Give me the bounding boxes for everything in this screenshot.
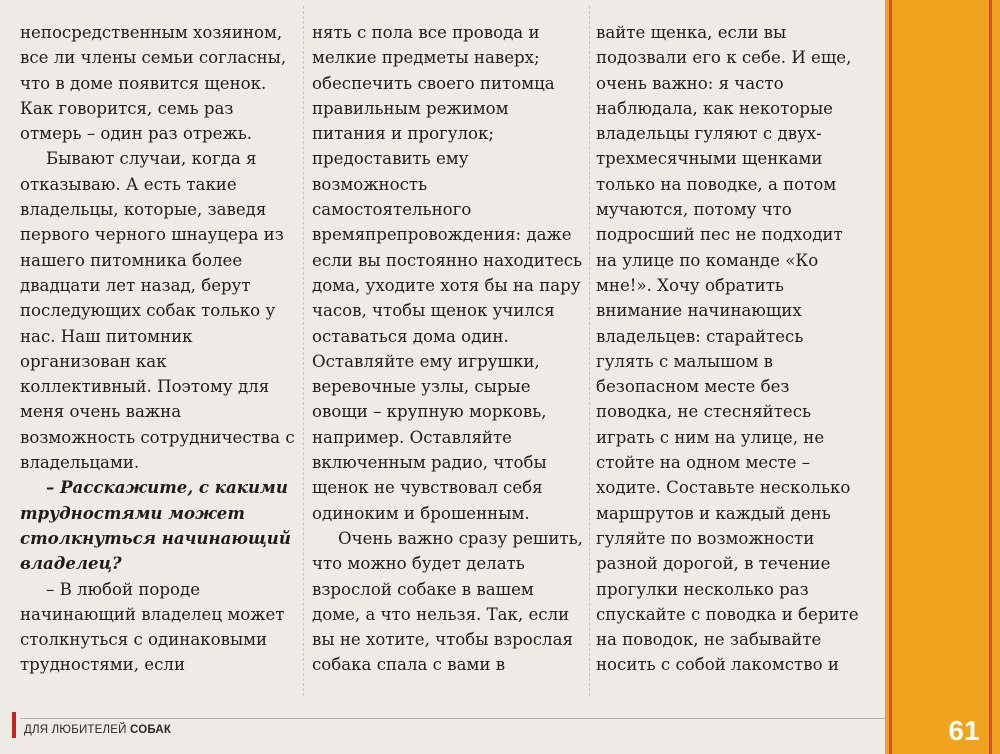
footer-rule [20,718,885,719]
footer-red-marker [12,712,16,738]
text-column-2 [312,20,584,680]
footer-brand: СОБАК [130,724,172,736]
column-divider [589,6,591,696]
interview-question: – Расскажите, с какими трудностями может столкнуться начинающий владелец? [20,477,291,574]
strip-rule [889,0,892,754]
footer-magazine-name [24,724,171,736]
paragraph: вайте щенка, если вы подозвали его к себе. И еще, очень важно: я часто наблюдала, как некоторые владельцы гуляют с двух-трехмесячными щенками только на поводке, а потом мучаются, потому что подросший пес не подходит на улице по команде «Ко мне!». Хочу обратить внимание начинающих владельцев: старайтесь гулять с малышом в безопасном месте без поводка, не стесняйтесь играть с ним на улице, не стойте на одном месте – ходите. Составьте несколько маршрутов и каждый день гуляйте по возможности разной дорогой, в течение прогулки несколько раз спускайте с поводка и берите на поводок, не забывайте носить с собой лакомство и [596,23,859,675]
orange-side-strip [885,0,1000,754]
paragraph: Очень важно сразу решить, что можно будет делать взрослой собаке в вашем доме, а что нельзя. Так, если вы не хотите, чтобы взрослая собака спала с вами в [312,528,583,675]
text-column-1 [20,20,296,680]
text-column-3 [596,20,864,680]
strip-rule [989,0,992,754]
column-divider [303,6,305,696]
paragraph: нять с пола все провода и мелкие предметы наверх; обеспечить своего питомца правильным режимом питания и прогулок; предоставить ему возможность самостоятельного времяпрепровождения: даже если вы постоянно находитесь дома, уходите хотя бы на пару часов, чтобы щенок учился оставаться дома один. Оставляйте ему игрушки, веревочные узлы, сырые овощи – крупную морковь, например. Оставляйте включенным радио, чтобы щенок не чувствовал себя одиноким и брошенным. [312,23,583,523]
footer-prefix: ДЛЯ ЛЮБИТЕЛЕЙ [24,724,130,736]
page-number: 61 [948,715,980,746]
paragraph: непосредственным хозяином, все ли члены семьи согласны, что в доме появится щенок. Как говорится, семь раз отмерь – один раз отрежь. [20,23,287,144]
paragraph: – В любой породе начинающий владелец может столкнуться с одинаковыми трудностями, если [20,579,285,675]
paragraph: Бывают случаи, когда я отказываю. А есть такие владельцы, которые, заведя первого черного шнауцера из нашего питомника более двадцати лет назад, берут последующих собак только у нас. Наш питомник организован как коллективный. Поэтому для меня очень важна возможность сотрудничества с владельцами. [20,149,295,473]
